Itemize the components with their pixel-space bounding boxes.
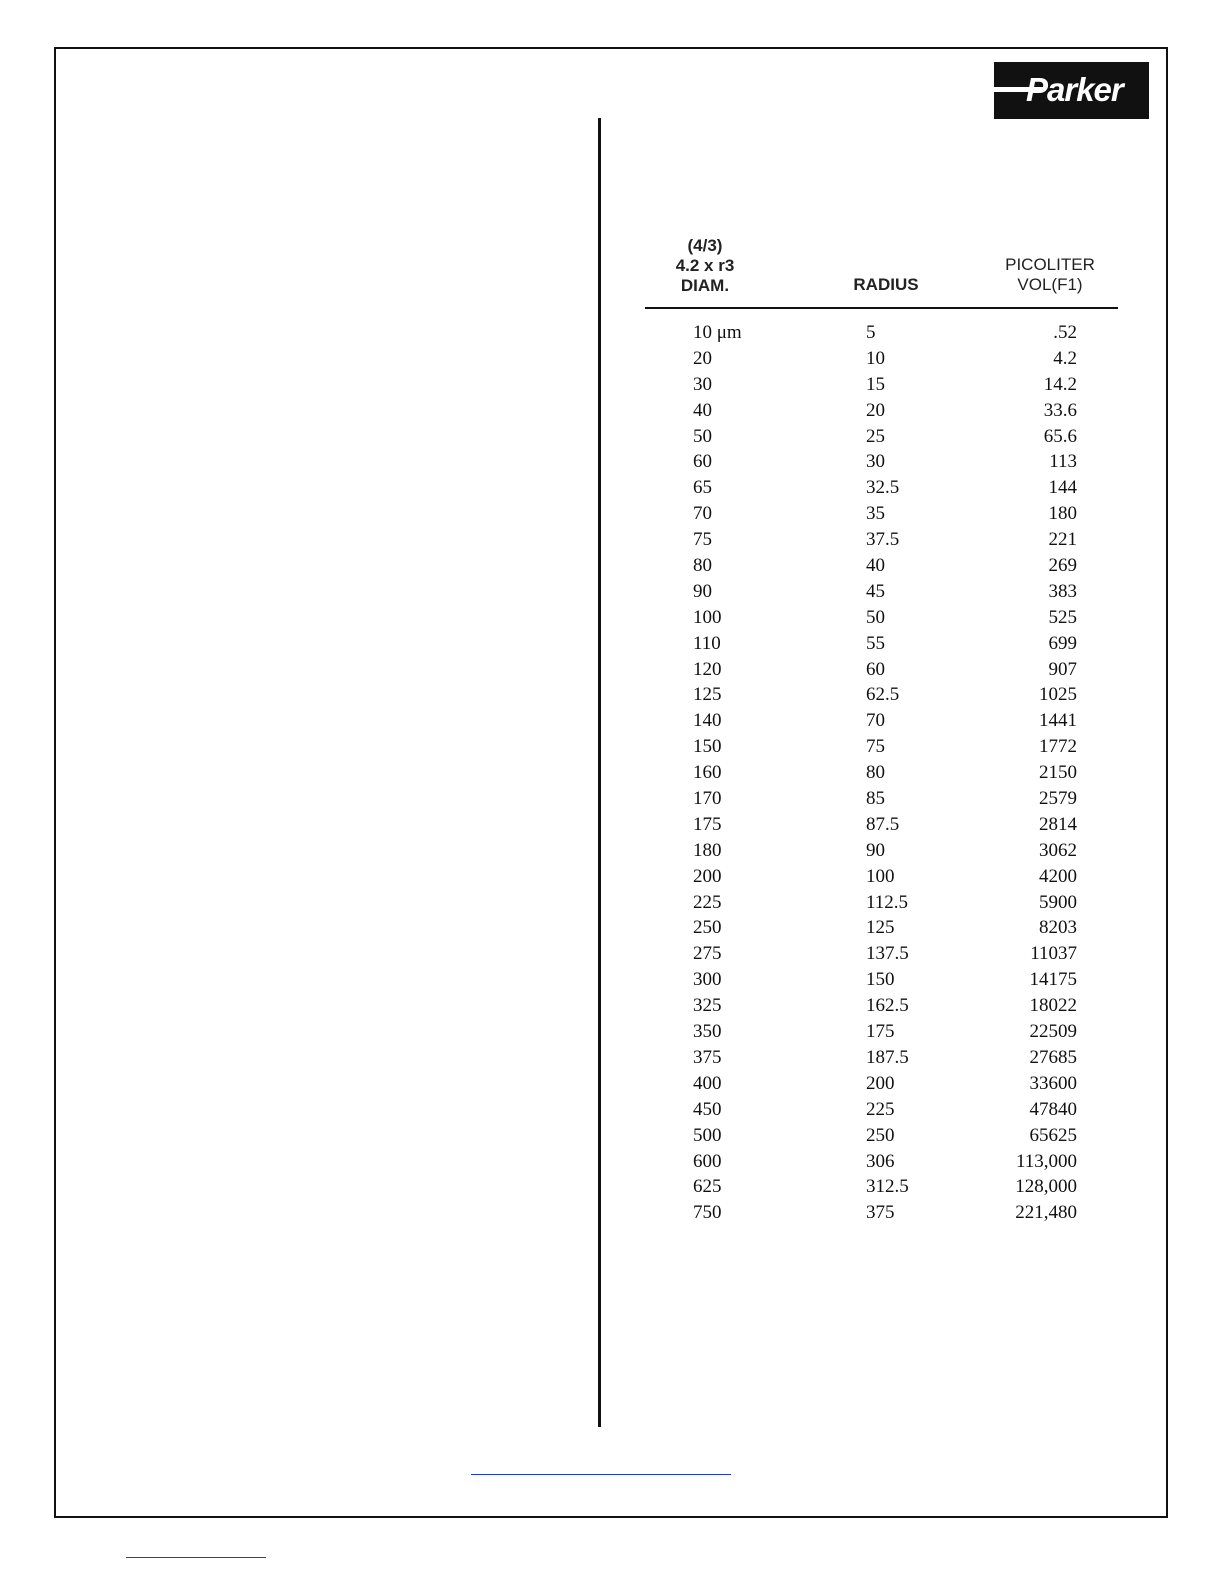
table-row [645,346,1125,372]
cell-radius: 30 [866,451,885,473]
cell-volume: 1441 [1039,710,1077,732]
cell-radius: 60 [866,658,885,680]
header-volume-line: VOL(F1) [1017,275,1083,294]
table-row [645,475,1125,501]
cell-radius: 150 [866,969,895,991]
table-row [645,527,1125,553]
header-diameter-line: 4.2 x r3 [675,256,735,275]
cell-diameter: 10 μm [693,322,742,343]
cell-radius: 306 [866,1150,895,1172]
cell-diameter: 175 [693,813,722,835]
cell-radius: 50 [866,606,885,628]
table-row [645,1174,1125,1200]
cell-volume: 5900 [1039,891,1077,913]
cell-radius: 375 [866,1202,895,1224]
table-row [645,1123,1125,1149]
cell-volume: 525 [1048,606,1077,628]
cell-radius: 40 [866,555,885,577]
header-diameter-line: DIAM. [680,276,730,295]
header-rule [645,307,1118,309]
table-row [645,1019,1125,1045]
table-row [645,657,1125,683]
cell-diameter: 180 [693,839,722,861]
table-row [645,967,1125,993]
cell-radius: 15 [866,373,885,395]
table-row [645,941,1125,967]
cell-diameter: 65 [693,477,712,499]
cell-diameter: 400 [693,1072,722,1094]
cell-diameter: 500 [693,1124,722,1146]
parker-logo [994,62,1149,119]
cell-radius: 45 [866,580,885,602]
table-row [645,993,1125,1019]
cell-diameter: 100 [693,606,722,628]
table-row [645,1097,1125,1123]
cell-diameter: 70 [693,503,712,525]
cell-radius: 70 [866,710,885,732]
cell-radius: 175 [866,1021,895,1043]
cell-volume: 65.6 [1043,425,1077,447]
header-radius-line: RADIUS [853,275,919,294]
cell-radius: 112.5 [866,891,909,913]
cell-volume: 14175 [1029,969,1077,991]
cell-volume: 1025 [1039,684,1077,706]
table-row [645,838,1125,864]
cell-radius: 87.5 [866,813,900,835]
cell-diameter: 750 [693,1202,722,1224]
cell-diameter: 625 [693,1176,722,1198]
cell-diameter: 200 [693,865,722,887]
table-row [645,682,1125,708]
table-row [645,1149,1125,1175]
header-volume-line: PICOLITER [1005,255,1095,274]
cell-radius: 25 [866,425,885,447]
cell-diameter: 20 [693,347,712,369]
table-row [645,734,1125,760]
bottom-link-underline[interactable] [126,1557,266,1558]
cell-volume: 907 [1048,658,1077,680]
column-divider [598,118,601,1427]
cell-radius: 137.5 [866,943,909,965]
cell-diameter: 50 [693,425,712,447]
cell-volume: .52 [1053,322,1077,343]
cell-radius: 10 [866,347,885,369]
cell-diameter: 225 [693,891,722,913]
table-row [645,372,1125,398]
header-radius [826,275,946,295]
cell-diameter: 600 [693,1150,722,1172]
table-row [645,760,1125,786]
cell-diameter: 450 [693,1098,722,1120]
cell-diameter: 90 [693,580,712,602]
cell-volume: 180 [1048,503,1077,525]
cell-volume: 1772 [1039,736,1077,758]
cell-volume: 11037 [1030,943,1077,965]
cell-diameter: 75 [693,529,712,551]
cell-diameter: 40 [693,399,712,421]
cell-diameter: 350 [693,1021,722,1043]
cell-radius: 162.5 [866,995,909,1017]
cell-volume: 47840 [1029,1098,1077,1120]
cell-diameter: 60 [693,451,712,473]
cell-radius: 37.5 [866,529,900,551]
cell-radius: 225 [866,1098,895,1120]
table-row [645,915,1125,941]
cell-radius: 200 [866,1072,895,1094]
cell-diameter: 120 [693,658,722,680]
cell-volume: 22509 [1029,1021,1077,1043]
cell-volume: 699 [1048,632,1077,654]
cell-volume: 113,000 [1015,1150,1077,1172]
cell-radius: 35 [866,503,885,525]
table-row [645,320,1125,346]
table-row [645,1045,1125,1071]
table-row [645,449,1125,475]
cell-diameter: 375 [693,1046,722,1068]
footer-link-underline[interactable] [471,1474,731,1475]
table-row [645,424,1125,450]
table-row [645,1200,1125,1226]
cell-radius: 187.5 [866,1046,909,1068]
cell-volume: 3062 [1039,839,1077,861]
cell-radius: 80 [866,762,885,784]
cell-diameter: 125 [693,684,722,706]
table-row [645,864,1125,890]
cell-diameter: 250 [693,917,722,939]
cell-radius: 312.5 [866,1176,909,1198]
cell-radius: 85 [866,788,885,810]
cell-volume: 2814 [1039,813,1077,835]
cell-radius: 32.5 [866,477,900,499]
cell-volume: 269 [1048,555,1077,577]
cell-diameter: 30 [693,373,712,395]
table-row [645,708,1125,734]
cell-volume: 27685 [1029,1046,1077,1068]
cell-diameter: 140 [693,710,722,732]
cell-diameter: 160 [693,762,722,784]
table-row [645,786,1125,812]
cell-radius: 100 [866,865,895,887]
cell-volume: 4.2 [1053,347,1077,369]
cell-volume: 65625 [1029,1124,1077,1146]
cell-diameter: 150 [693,736,722,758]
cell-volume: 2150 [1039,762,1077,784]
cell-volume: 33600 [1029,1072,1077,1094]
cell-radius: 55 [866,632,885,654]
table-row [645,553,1125,579]
cell-diameter: 170 [693,788,722,810]
header-diameter-line: (4/3) [687,236,723,255]
logo-wordmark: Parker [1026,71,1123,108]
cell-diameter: 80 [693,555,712,577]
table-row [645,398,1125,424]
cell-volume: 14.2 [1043,373,1077,395]
table-row [645,812,1125,838]
header-volume [985,255,1115,295]
cell-diameter: 300 [693,969,722,991]
cell-volume: 221,480 [1015,1202,1077,1224]
volume-table-body [645,320,1125,1226]
cell-radius: 5 [866,322,876,343]
cell-volume: 383 [1048,580,1077,602]
cell-radius: 90 [866,839,885,861]
cell-volume: 8203 [1039,917,1077,939]
cell-diameter: 325 [693,995,722,1017]
cell-radius: 62.5 [866,684,900,706]
table-row [645,579,1125,605]
cell-volume: 2579 [1039,788,1077,810]
cell-radius: 250 [866,1124,895,1146]
cell-volume: 4200 [1039,865,1077,887]
cell-volume: 18022 [1029,995,1077,1017]
table-row [645,501,1125,527]
cell-radius: 20 [866,399,885,421]
cell-diameter: 110 [693,632,721,654]
cell-volume: 33.6 [1043,399,1077,421]
table-row [645,890,1125,916]
table-row [645,1071,1125,1097]
cell-radius: 75 [866,736,885,758]
header-diameter [650,236,760,296]
table-row [645,631,1125,657]
cell-volume: 221 [1048,529,1077,551]
cell-diameter: 275 [693,943,722,965]
cell-radius: 125 [866,917,895,939]
table-row [645,605,1125,631]
cell-volume: 144 [1048,477,1077,499]
cell-volume: 128,000 [1015,1176,1077,1198]
cell-volume: 113 [1049,451,1077,473]
